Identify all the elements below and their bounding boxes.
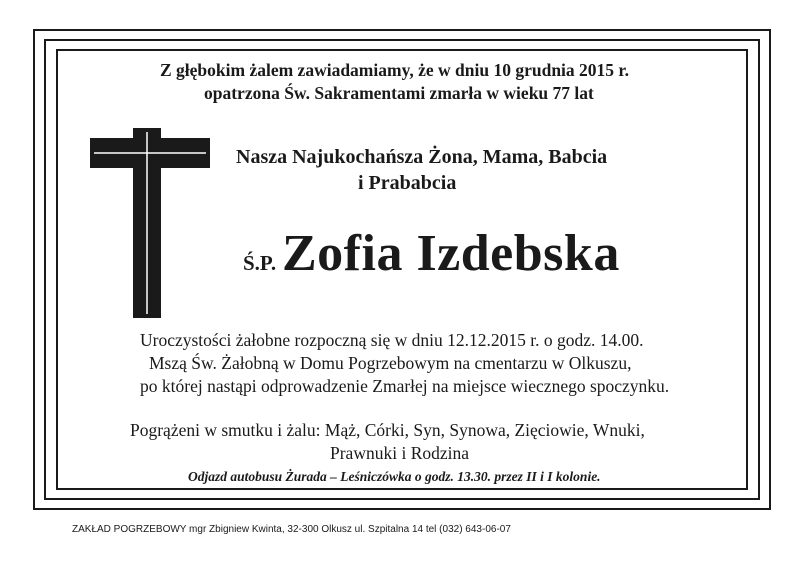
ceremony-line-1: Uroczystości żałobne rozpoczną się w dniu 12.12.2015 r. o godz. 14.00. <box>140 330 644 350</box>
ceremony-line-3: po której nastąpi odprowadzenie Zmarłej na miejsce wiecznego spoczynku. <box>140 376 670 396</box>
mourners-line-1: Pogrążeni w smutku i żalu: Mąż, Córki, Syn, Synowa, Zięciowie, Wnuki, <box>130 420 645 440</box>
intro-line-1: Z głębokim żalem zawiadamiamy, że w dniu 10 grudnia 2015 r. <box>160 60 629 80</box>
bus-note: Odjazd autobusu Żurada – Leśniczówka o godz. 13.30. przez II i I kolonie. <box>188 469 601 484</box>
relation-line-2: i Prababcia <box>358 172 457 194</box>
deceased-name: Zofia Izdebska <box>282 225 620 282</box>
relation-line-1: Nasza Najukochańsza Żona, Mama, Babcia <box>236 146 608 168</box>
name-prefix: Ś.P. <box>243 251 277 275</box>
funeral-home-footer: ZAKŁAD POGRZEBOWY mgr Zbigniew Kwinta, 32-300 Olkusz ul. Szpitalna 14 tel (032) 643-06-07 <box>72 524 511 535</box>
mourners-line-2: Prawnuki i Rodzina <box>330 443 470 463</box>
ceremony-line-2: Mszą Św. Żałobną w Domu Pogrzebowym na cmentarzu w Olkuszu, <box>149 353 632 373</box>
cross-icon <box>88 128 212 318</box>
intro-line-2: opatrzona Św. Sakramentami zmarła w wieku 77 lat <box>204 83 594 103</box>
